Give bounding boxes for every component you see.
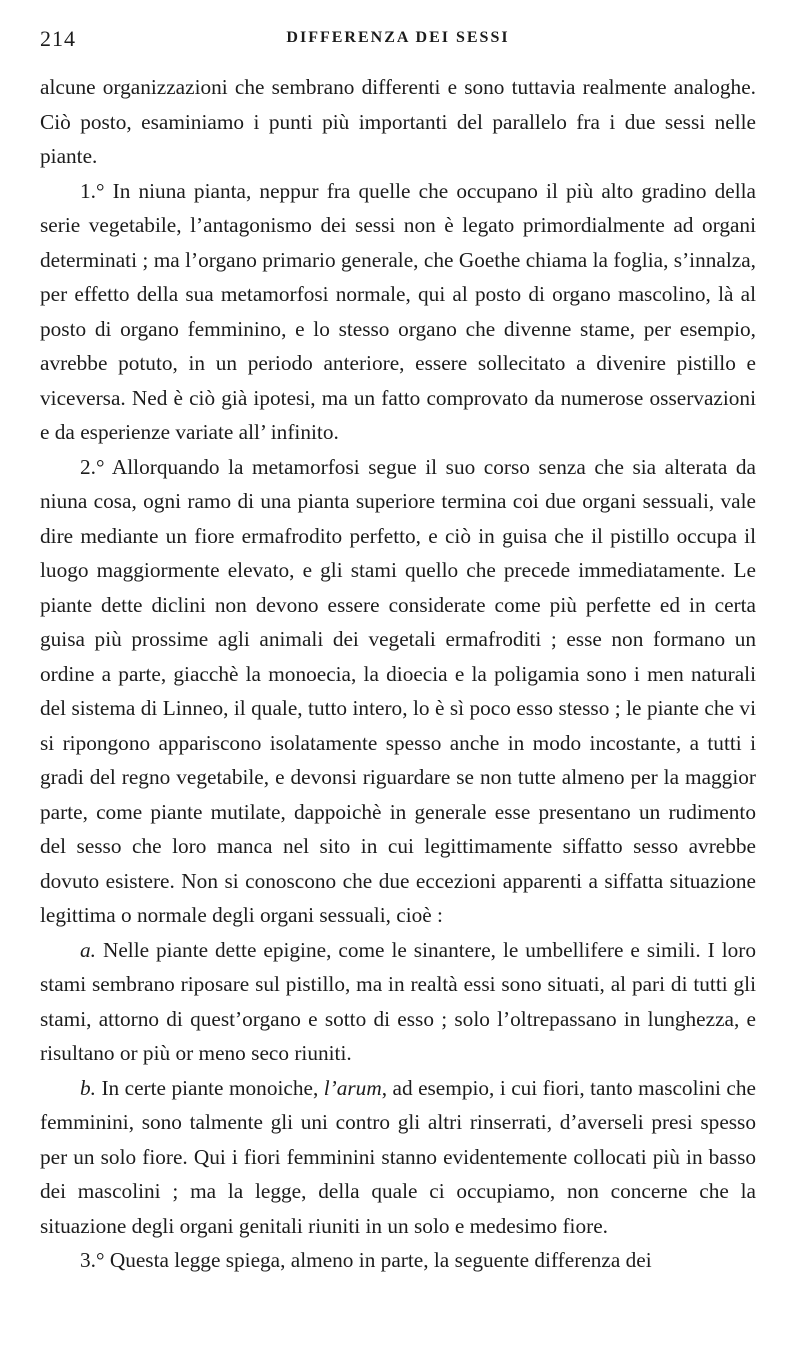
paragraph-text: alcune organizzazioni che sembrano differenti e sono tuttavia realmente analoghe. Ciò posto, esaminiamo i punti più importanti del parallelo fra i due sessi nelle piante. (40, 75, 756, 168)
paragraph-point-2 (40, 450, 756, 933)
paragraph-point-1 (40, 174, 756, 450)
paragraph-text: 2.° Allorquando la metamorfosi segue il suo corso senza che sia alterata da niuna cosa, ogni ramo di una pianta superiore termina coi due organi sessuali, vale dire mediante un fiore ermafrodito perfetto, e ciò in guisa che il pistillo occupa il luogo maggiormente elevato, e gli stami quello che precede immediatamente. Le piante dette diclini non devono essere considerate come più perfette ed in certa guisa più prossime agli animali dei vegetali ermafroditi ; esse non formano un ordine a parte, giacchè la monoecia, la dioecia e la poligamia sono i men naturali del sistema di Linneo, il quale, tutto intero, lo è sì poco esso stesso ; le piante che vi si ripongono appariscono isolatamente spesso anche in modo incostante, a tutti i gradi del regno vegetabile, e devonsi riguardare se non tutte almeno per la maggior parte, come piante mutilate, dappoichè in generale esse presentano un rudimento del sesso che loro manca nel sito in cui legittimamente siffatto sesso avrebbe dovuto esistere. Non si conoscono che due eccezioni apparenti a siffatta situazione legittima o normale degli organi sessuali, cioè : (40, 454, 756, 927)
page-number: 214 (40, 26, 76, 51)
book-page (40, 26, 756, 1278)
paragraph-text: 1.° In niuna pianta, neppur fra quelle che occupano il più alto gradino della serie vegetabile, l’antagonismo dei sessi non è legato primordialmente ad organi determinati ; ma l’organo primario generale, che Goethe chiama la foglia, s’innalza, per effetto della sua metamorfosi normale, qui al posto di organo mascolino, là al posto di organo femminino, e lo stesso organo che divenne stame, per esempio, avrebbe potuto, in un periodo anteriore, essere sollecitato a divenire pistillo e viceversa. Ned è ciò già ipotesi, ma un fatto comprovato da numerose osservazioni e da esperienze variate all’ infinito. (40, 178, 756, 444)
running-head (40, 26, 756, 56)
list-label: b. (80, 1075, 96, 1100)
paragraph-point-a (40, 933, 756, 1071)
list-label: a. (80, 937, 96, 962)
paragraph-text: Nelle piante dette epigine, come le sinantere, le umbellifere e simili. I loro stami sembrano riposare sul pistillo, ma in realtà essi sono situati, al pari di tutti gli stami, attorno di quest’organo e sotto di esso ; solo l’oltrepassano in lunghezza, e risultano or più or meno seco riuniti. (40, 937, 756, 1065)
paragraph-point-b (40, 1071, 756, 1244)
paragraph-text: , ad esempio, i cui fiori, tanto mascolini che femminini, sono talmente gli uni contro gli altri rinserrati, d’averseli presi spesso per un solo fiore. Qui i fiori femminini stanno evidentemente collocati più in basso dei mascolini ; ma la legge, della quale ci occupiamo, non concerne che la situazione degli organi genitali riuniti in un solo e medesimo fiore. (40, 1075, 756, 1238)
italic-term: l’arum (323, 1075, 382, 1100)
paragraph-intro (40, 70, 756, 174)
running-title: DIFFERENZA DEI SESSI (286, 29, 510, 46)
paragraph-point-3 (40, 1243, 756, 1278)
paragraph-text: 3.° Questa legge spiega, almeno in parte, la seguente differenza dei (80, 1248, 652, 1272)
body-text (40, 70, 756, 1278)
paragraph-text: In certe piante monoiche, (95, 1075, 324, 1100)
